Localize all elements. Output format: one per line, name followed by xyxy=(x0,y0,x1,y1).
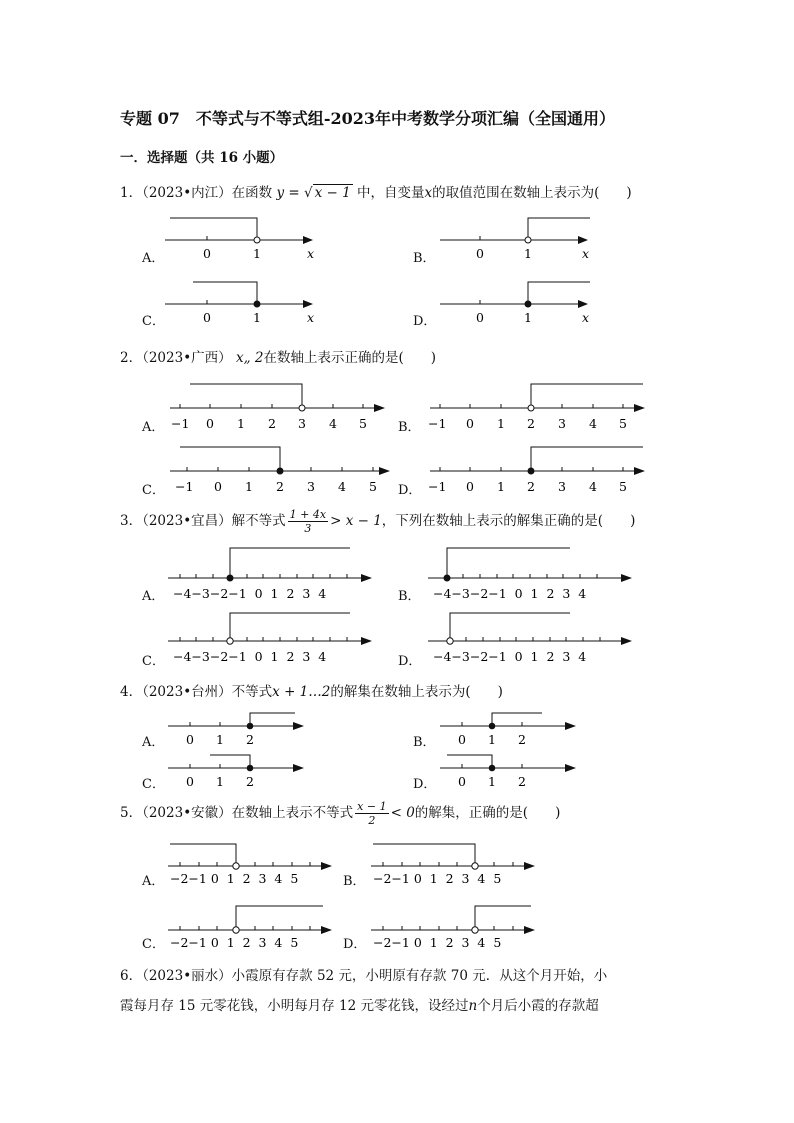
q2-option-c-number-line[interactable] xyxy=(165,441,395,497)
svg-text:0: 0 xyxy=(466,416,474,431)
svg-text:1: 1 xyxy=(488,732,496,747)
svg-text:4: 4 xyxy=(329,416,337,431)
q4-option-b-label[interactable]: B． xyxy=(413,735,436,750)
q2-option-a-label[interactable]: A． xyxy=(142,420,165,435)
svg-text:2: 2 xyxy=(268,416,276,431)
tick-1: 1 xyxy=(524,246,532,261)
svg-text:2: 2 xyxy=(246,774,254,789)
svg-text:1: 1 xyxy=(497,479,505,494)
axis-var: x xyxy=(582,246,590,261)
question-6-line-2: 霞每月存 15 元零花钱，小明每月存 12 元零花钱，设经过n个月后小霞的存款超 xyxy=(120,998,599,1014)
svg-text:−2−1 0 1 2 3 4 5: −2−1 0 1 2 3 4 5 xyxy=(170,935,299,950)
q1-option-c-number-line[interactable] xyxy=(165,276,325,326)
q5-option-c-label[interactable]: C． xyxy=(142,937,165,952)
svg-text:5: 5 xyxy=(619,479,627,494)
svg-text:3: 3 xyxy=(307,479,315,494)
tick-0: 0 xyxy=(476,310,484,325)
question-1-stem: 1．（2023•内江）在函数 y = √ x − 1 中，自变量x的取值范围在数轴上表示为( ) xyxy=(120,185,632,201)
section-heading: 一．选择题（共 16 小题） xyxy=(120,150,284,166)
q1-option-b-number-line[interactable] xyxy=(440,212,600,262)
q3-option-a-number-line[interactable] xyxy=(165,544,380,604)
svg-text:4: 4 xyxy=(589,479,597,494)
svg-text:4: 4 xyxy=(589,416,597,431)
svg-text:0: 0 xyxy=(458,774,466,789)
svg-text:1: 1 xyxy=(497,416,505,431)
q3-option-b-number-line[interactable] xyxy=(425,544,640,604)
tick-1: 1 xyxy=(524,310,532,325)
svg-text:4: 4 xyxy=(338,479,346,494)
svg-text:2: 2 xyxy=(518,774,526,789)
q5-option-d-label[interactable]: D． xyxy=(343,937,367,952)
svg-text:0: 0 xyxy=(186,774,194,789)
svg-text:−1: −1 xyxy=(175,479,194,494)
svg-text:−1: −1 xyxy=(171,416,190,431)
question-2-stem: 2．（2023•广西） x„ 2在数轴上表示正确的是( ) xyxy=(120,350,437,366)
svg-text:−4−3−2−1 0 1 2 3 4: −4−3−2−1 0 1 2 3 4 xyxy=(433,586,587,601)
question-6-stem xyxy=(120,961,680,1021)
q2-option-c-label[interactable]: C． xyxy=(142,483,165,498)
question-3-stem: 3．（2023•宜昌）解不等式 $\frac{1 + 4x}{3}$ > x − 1，下列在数轴上表示的解集正确的是( ) xyxy=(120,508,636,535)
q1-option-a-label[interactable]: A． xyxy=(142,251,165,266)
q4-option-a-number-line[interactable] xyxy=(165,710,310,750)
svg-text:−1: −1 xyxy=(428,479,447,494)
question-6-line-1: 6．（2023•丽水）小霞原有存款 52 元，小明原有存款 70 元．从这个月开始，小 xyxy=(120,968,608,984)
tick-0: 0 xyxy=(476,246,484,261)
svg-text:1: 1 xyxy=(488,774,496,789)
svg-text:−2−1 0 1 2 3 4 5: −2−1 0 1 2 3 4 5 xyxy=(373,871,502,886)
q1-option-b-label[interactable]: B． xyxy=(413,251,436,266)
q3-option-a-label[interactable]: A． xyxy=(142,589,165,604)
q3-option-d-label[interactable]: D． xyxy=(398,654,422,669)
q4-option-b-number-line[interactable] xyxy=(437,710,582,750)
q4-option-a-label[interactable]: A． xyxy=(142,735,165,750)
svg-text:0: 0 xyxy=(458,732,466,747)
q1-option-d-number-line[interactable] xyxy=(440,276,600,326)
q2-option-a-number-line[interactable] xyxy=(165,378,395,434)
svg-text:−1: −1 xyxy=(428,416,447,431)
svg-text:5: 5 xyxy=(359,416,367,431)
tick-1: 1 xyxy=(253,246,261,261)
svg-text:1: 1 xyxy=(216,732,224,747)
svg-text:3: 3 xyxy=(558,479,566,494)
svg-text:1: 1 xyxy=(216,774,224,789)
axis-var: x xyxy=(582,310,590,325)
q5-option-a-number-line[interactable] xyxy=(165,836,340,888)
q5-option-c-number-line[interactable] xyxy=(165,900,340,952)
svg-text:0: 0 xyxy=(214,479,222,494)
q4-option-c-number-line[interactable] xyxy=(165,752,310,792)
svg-text:1: 1 xyxy=(245,479,253,494)
q3-option-b-label[interactable]: B． xyxy=(398,589,421,604)
q3-option-d-number-line[interactable] xyxy=(425,609,640,669)
question-4-stem: 4．（2023•台州）不等式x + 1…2的解集在数轴上表示为( ) xyxy=(120,684,503,700)
q4-option-d-label[interactable]: D． xyxy=(413,777,437,792)
question-5-stem: 5．（2023•安徽）在数轴上表示不等式 $\frac{x - 1}{2}$ < 0的解集，正确的是( ) xyxy=(120,800,561,827)
svg-text:5: 5 xyxy=(619,416,627,431)
svg-text:3: 3 xyxy=(298,416,306,431)
q2-option-d-number-line[interactable] xyxy=(425,441,655,497)
fraction: $\frac{x - 1}{2}$ xyxy=(357,800,387,827)
svg-text:2: 2 xyxy=(527,416,535,431)
svg-text:−4−3−2−1 0 1 2 3 4: −4−3−2−1 0 1 2 3 4 xyxy=(433,649,587,664)
q3-option-c-label[interactable]: C． xyxy=(142,654,165,669)
svg-text:2: 2 xyxy=(518,732,526,747)
q4-option-d-number-line[interactable] xyxy=(437,752,582,792)
svg-text:−4−3−2−1 0 1 2 3 4: −4−3−2−1 0 1 2 3 4 xyxy=(173,649,327,664)
svg-text:5: 5 xyxy=(369,479,377,494)
svg-text:−2−1 0 1 2 3 4 5: −2−1 0 1 2 3 4 5 xyxy=(373,935,502,950)
svg-text:2: 2 xyxy=(276,479,284,494)
svg-text:0: 0 xyxy=(466,479,474,494)
q5-option-a-label[interactable]: A． xyxy=(142,874,165,889)
svg-text:2: 2 xyxy=(246,732,254,747)
q1-option-a-number-line[interactable] xyxy=(165,212,325,262)
q5-option-b-label[interactable]: B． xyxy=(343,874,366,889)
q5-option-b-number-line[interactable] xyxy=(368,836,543,888)
tick-0: 0 xyxy=(203,310,211,325)
axis-var: x xyxy=(307,310,315,325)
svg-text:0: 0 xyxy=(206,416,214,431)
svg-text:3: 3 xyxy=(558,416,566,431)
q1-option-d-label[interactable]: D． xyxy=(413,314,437,329)
fraction: $\frac{1 + 4x}{3}$ xyxy=(289,508,327,535)
q5-option-d-number-line[interactable] xyxy=(368,900,543,952)
q1-option-c-label[interactable]: C． xyxy=(142,314,165,329)
page-title: 专题 07 不等式与不等式组-2023年中考数学分项汇编（全国通用） xyxy=(120,109,616,128)
q2-option-b-label[interactable]: B． xyxy=(398,420,421,435)
q4-option-c-label[interactable]: C． xyxy=(142,777,165,792)
q2-option-b-number-line[interactable] xyxy=(425,378,655,434)
q2-option-d-label[interactable]: D． xyxy=(398,483,422,498)
svg-text:0: 0 xyxy=(186,732,194,747)
svg-text:1: 1 xyxy=(237,416,245,431)
tick-1: 1 xyxy=(253,310,261,325)
axis-var: x xyxy=(307,246,315,261)
tick-0: 0 xyxy=(203,246,211,261)
svg-text:2: 2 xyxy=(527,479,535,494)
svg-text:−2−1 0 1 2 3 4 5: −2−1 0 1 2 3 4 5 xyxy=(170,871,299,886)
svg-text:−4−3−2−1 0 1 2 3 4: −4−3−2−1 0 1 2 3 4 xyxy=(173,586,327,601)
q3-option-c-number-line[interactable] xyxy=(165,609,380,669)
